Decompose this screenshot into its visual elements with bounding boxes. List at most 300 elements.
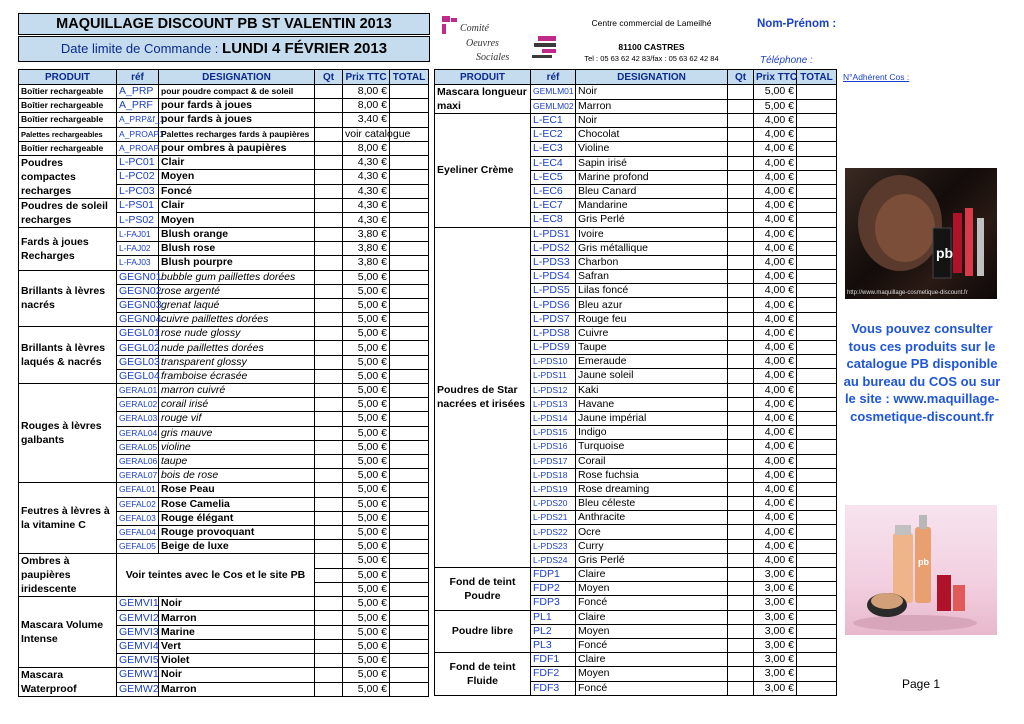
qty-input[interactable] [728, 241, 754, 255]
qty-input[interactable] [728, 270, 754, 284]
ref-cell: GEGL02 [117, 341, 159, 355]
price-cell: 5,00 € [754, 99, 797, 114]
qty-input[interactable] [728, 610, 754, 624]
total-cell [797, 610, 837, 624]
product-group: Poudres compactes recharges [19, 155, 117, 198]
price-cell: 4,00 € [754, 326, 797, 340]
info-text: Vous pouvez consulter tous ces produits sur le catalogue PB disponible au bureau du COS ou sur le site : www.maquillage-cosmetique-discount.fr [843, 321, 1001, 424]
qty-input[interactable] [728, 440, 754, 454]
ref-cell: A_PROAP [117, 141, 159, 155]
qty-input[interactable] [315, 113, 343, 127]
price-cell: 4,00 € [754, 426, 797, 440]
designation-cell: bubble gum paillettes dorées [159, 270, 315, 284]
price-cell: 3,00 € [754, 653, 797, 667]
qty-input[interactable] [315, 313, 343, 327]
price-cell: 4,00 € [754, 482, 797, 496]
address-line-1: Centre commercial de Lameilhé [591, 18, 712, 28]
total-cell [797, 85, 837, 100]
svg-text:pb: pb [936, 245, 954, 261]
qty-input[interactable] [728, 369, 754, 383]
ref-cell: L-PC02 [117, 170, 159, 184]
product-group: Fards à joues Recharges [19, 227, 117, 270]
logo-word-2: Oeuvres [466, 38, 499, 49]
total-cell [797, 227, 837, 241]
qty-input[interactable] [728, 383, 754, 397]
qty-input[interactable] [315, 270, 343, 284]
price-cell: 3,80 € [343, 227, 390, 241]
page-number: Page 1 [902, 677, 941, 691]
qty-input[interactable] [728, 128, 754, 142]
qty-input[interactable] [315, 227, 343, 241]
qty-input[interactable] [315, 384, 343, 398]
designation-cell: Kaki [576, 383, 728, 397]
product-group: Poudres de Star nacrées et irisées [435, 227, 531, 568]
total-cell [797, 170, 837, 184]
qty-input[interactable] [728, 553, 754, 567]
qty-input[interactable] [315, 213, 343, 228]
qty-input[interactable] [728, 184, 754, 198]
qty-input[interactable] [728, 582, 754, 596]
qty-input[interactable] [315, 682, 343, 697]
total-cell [797, 255, 837, 269]
price-cell: 4,00 € [754, 284, 797, 298]
price-cell: 8,00 € [343, 85, 390, 99]
qty-input[interactable] [315, 412, 343, 426]
designation-cell: Rouge feu [576, 312, 728, 326]
total-cell [797, 397, 837, 411]
total-cell [390, 483, 429, 497]
ref-cell: A_PROAP1 [117, 127, 159, 141]
ombres-note: Voir teintes avec le Cos et le site PB [117, 554, 315, 597]
price-cell: 5,00 € [343, 384, 390, 398]
designation-cell: Cuivre [576, 326, 728, 340]
qty-input[interactable] [315, 298, 343, 312]
qty-input[interactable] [315, 355, 343, 369]
price-cell: 5,00 € [343, 270, 390, 284]
qty-input[interactable] [315, 85, 343, 99]
designation-cell: Moyen [576, 582, 728, 596]
table-header [19, 70, 429, 85]
price-cell: 4,00 € [754, 128, 797, 142]
qty-input[interactable] [728, 99, 754, 114]
ref-cell: GERAL03 [117, 412, 159, 426]
qty-input[interactable] [728, 227, 754, 241]
qty-input[interactable] [728, 667, 754, 681]
designation-cell: Charbon [576, 255, 728, 269]
price-cell: 4,00 € [754, 497, 797, 511]
ref-cell: L-PDS1 [531, 227, 576, 241]
price-cell: 5,00 € [343, 327, 390, 341]
total-cell [797, 681, 837, 695]
products-photo [845, 505, 997, 635]
designation-cell: Marron [159, 611, 315, 625]
qty-input[interactable] [728, 596, 754, 610]
total-cell [797, 482, 837, 496]
designation-cell: Ivoire [576, 227, 728, 241]
designation-cell: Palettes recharges fards à paupières [159, 127, 315, 141]
right-order-table [434, 69, 837, 696]
price-cell: 5,00 € [343, 284, 390, 298]
qty-input[interactable] [728, 525, 754, 539]
col-qt: Qt [315, 70, 343, 85]
qty-input[interactable] [728, 638, 754, 652]
designation-cell: Foncé [159, 184, 315, 198]
price-cell: 4,00 € [754, 170, 797, 184]
designation-cell: Rose fuchsia [576, 468, 728, 482]
qty-input[interactable] [315, 198, 343, 213]
ref-cell: L-EC5 [531, 170, 576, 184]
qty-input[interactable] [315, 454, 343, 468]
ref-cell: GEGN01 [117, 270, 159, 284]
ref-cell: L-PDS4 [531, 270, 576, 284]
col-designation: DESIGNATION [576, 70, 728, 85]
price-cell: 5,00 € [343, 412, 390, 426]
product-name: Boîtier rechargeable [19, 85, 117, 99]
price-cell: 5,00 € [343, 511, 390, 525]
qty-input[interactable] [315, 597, 343, 611]
designation-cell: Claire [576, 610, 728, 624]
table-row [19, 85, 429, 99]
total-cell [390, 668, 429, 683]
qty-input[interactable] [728, 355, 754, 369]
qty-input[interactable] [728, 213, 754, 227]
qty-input[interactable] [728, 199, 754, 213]
qty-input[interactable] [315, 184, 343, 198]
designation-cell: Emeraude [576, 355, 728, 369]
qty-input[interactable] [315, 611, 343, 625]
qty-input[interactable] [315, 426, 343, 440]
total-cell [797, 99, 837, 114]
total-cell [797, 383, 837, 397]
designation-cell: violine [159, 440, 315, 454]
price-cell: 4,00 € [754, 397, 797, 411]
designation-cell: corail irisé [159, 398, 315, 412]
qty-input[interactable] [728, 142, 754, 156]
qty-input[interactable] [728, 497, 754, 511]
ref-cell: FDP1 [531, 568, 576, 582]
ref-cell: L-PDS7 [531, 312, 576, 326]
designation-cell: Clair [159, 155, 315, 169]
total-cell [390, 369, 429, 383]
qty-input[interactable] [728, 170, 754, 184]
total-cell [390, 440, 429, 454]
qty-input[interactable] [728, 397, 754, 411]
total-cell [390, 227, 429, 241]
price-cell: 4,00 € [754, 156, 797, 170]
product-group: Feutres à lèvres à la vitamine C [19, 483, 117, 554]
total-cell [797, 426, 837, 440]
qty-input[interactable] [728, 156, 754, 170]
price-cell: 3,00 € [754, 596, 797, 610]
table-row [19, 127, 429, 141]
qty-input[interactable] [315, 440, 343, 454]
table-row [19, 483, 429, 497]
ref-cell: L-PDS15 [531, 426, 576, 440]
total-cell [797, 213, 837, 227]
qty-input[interactable] [728, 482, 754, 496]
designation-cell: Sapin irisé [576, 156, 728, 170]
qty-input[interactable] [315, 127, 343, 141]
qty-input[interactable] [315, 568, 343, 582]
total-cell [390, 469, 429, 483]
ref-cell: GERAL01 [117, 384, 159, 398]
ref-cell: GEGL04 [117, 369, 159, 383]
total-cell [390, 355, 429, 369]
total-cell [797, 411, 837, 425]
qty-input[interactable] [315, 99, 343, 113]
designation-cell: Noir [576, 85, 728, 100]
total-cell [797, 525, 837, 539]
qty-input[interactable] [728, 568, 754, 582]
ref-cell: FDF2 [531, 667, 576, 681]
ref-cell: GEFAL03 [117, 511, 159, 525]
qty-input[interactable] [315, 639, 343, 653]
ref-cell: L-PDS17 [531, 454, 576, 468]
image1-caption: http://www.maquillage-cosmetique-discount.fr [847, 290, 968, 296]
total-cell [390, 170, 429, 184]
qty-input[interactable] [728, 326, 754, 340]
ref-cell: A_PRP&f_1 [117, 113, 159, 127]
col-designation: DESIGNATION [159, 70, 315, 85]
ref-cell: GEGN02 [117, 284, 159, 298]
qty-input[interactable] [315, 398, 343, 412]
price-cell: 3,00 € [754, 681, 797, 695]
product-group: Fond de teint Fluide [435, 653, 531, 696]
total-cell [390, 213, 429, 228]
qty-input[interactable] [315, 525, 343, 539]
price-cell: 4,00 € [754, 355, 797, 369]
price-cell: 3,00 € [754, 667, 797, 681]
designation-cell: Blush pourpre [159, 256, 315, 270]
qty-input[interactable] [315, 155, 343, 169]
ref-cell: PL1 [531, 610, 576, 624]
designation-cell: cuivre paillettes dorées [159, 313, 315, 327]
price-cell: 5,00 € [343, 568, 390, 582]
table-row [435, 114, 837, 128]
ref-cell: L-PDS20 [531, 497, 576, 511]
qty-input[interactable] [728, 114, 754, 128]
price-cell: 3,80 € [343, 256, 390, 270]
designation-cell: framboise écrasée [159, 369, 315, 383]
price-cell: 4,00 € [754, 369, 797, 383]
price-cell: 5,00 € [343, 554, 390, 568]
qty-input[interactable] [728, 312, 754, 326]
ref-cell: GEFAL04 [117, 525, 159, 539]
total-cell [797, 142, 837, 156]
total-cell [390, 270, 429, 284]
price-cell: 4,30 € [343, 170, 390, 184]
ref-cell: GEGL03 [117, 355, 159, 369]
product-name: Boîtier rechargeable [19, 99, 117, 113]
designation-cell: pour poudre compact & de soleil [159, 85, 315, 99]
qty-input[interactable] [728, 511, 754, 525]
ref-cell: L-PDS23 [531, 539, 576, 553]
product-group: Poudres de soleil recharges [19, 198, 117, 227]
ref-cell: GERAL04 [117, 426, 159, 440]
qty-input[interactable] [728, 681, 754, 695]
qty-input[interactable] [315, 554, 343, 568]
price-cell: 5,00 € [343, 426, 390, 440]
product-name: Boîtier rechargeable [19, 113, 117, 127]
total-cell [390, 184, 429, 198]
qty-input[interactable] [315, 511, 343, 525]
price-cell: 4,00 € [754, 312, 797, 326]
qty-input[interactable] [315, 654, 343, 668]
qty-input[interactable] [315, 582, 343, 596]
tel-label: Téléphone : [760, 55, 813, 66]
total-cell [390, 639, 429, 653]
qty-input[interactable] [315, 668, 343, 683]
total-cell [797, 156, 837, 170]
designation-cell: Indigo [576, 426, 728, 440]
ref-cell: A_PRP [117, 85, 159, 99]
address-block [576, 12, 727, 66]
ref-cell: L-PDS14 [531, 411, 576, 425]
qty-input[interactable] [315, 469, 343, 483]
qty-input[interactable] [315, 625, 343, 639]
qty-input[interactable] [728, 653, 754, 667]
total-cell [797, 454, 837, 468]
price-cell: 5,00 € [343, 668, 390, 683]
designation-cell: Noir [159, 597, 315, 611]
total-cell [390, 497, 429, 511]
price-cell: 4,00 € [754, 454, 797, 468]
designation-cell: Bleu azur [576, 298, 728, 312]
ref-cell: L-EC2 [531, 128, 576, 142]
total-cell [390, 341, 429, 355]
ref-cell: L-EC4 [531, 156, 576, 170]
designation-cell: Marine profond [576, 170, 728, 184]
qty-input[interactable] [315, 540, 343, 554]
qty-input[interactable] [728, 298, 754, 312]
total-cell [390, 284, 429, 298]
ref-cell: GEMVI3 [117, 625, 159, 639]
table-row [19, 384, 429, 398]
ref-cell: L-PDS3 [531, 255, 576, 269]
total-cell [390, 99, 429, 113]
total-cell [390, 113, 429, 127]
qty-input[interactable] [728, 426, 754, 440]
designation-cell: Claire [576, 653, 728, 667]
qty-input[interactable] [728, 411, 754, 425]
qty-input[interactable] [728, 468, 754, 482]
ref-cell: GEMVI2 [117, 611, 159, 625]
price-cell: 5,00 € [343, 341, 390, 355]
price-cell: 5,00 € [343, 313, 390, 327]
col-produit: PRODUIT [19, 70, 117, 85]
designation-cell: Foncé [576, 596, 728, 610]
total-cell [797, 270, 837, 284]
price-cell: 5,00 € [343, 369, 390, 383]
table-row [19, 327, 429, 341]
total-cell [797, 667, 837, 681]
price-cell: 5,00 € [343, 497, 390, 511]
ref-cell: GEMLM01 [531, 85, 576, 100]
designation-cell: Jaune soleil [576, 369, 728, 383]
qty-input[interactable] [728, 454, 754, 468]
price-cell: 4,00 € [754, 213, 797, 227]
qty-input[interactable] [315, 497, 343, 511]
qty-input[interactable] [315, 256, 343, 270]
qty-input[interactable] [728, 539, 754, 553]
ref-cell: GEMW1 [117, 668, 159, 683]
ref-cell: L-PC01 [117, 155, 159, 169]
qty-input[interactable] [315, 284, 343, 298]
table-row [19, 597, 429, 611]
designation-cell: Safran [576, 270, 728, 284]
ref-cell: GEMW2 [117, 682, 159, 697]
table-row [19, 198, 429, 213]
product-group: Mascara Volume Intense [19, 597, 117, 668]
total-cell [390, 327, 429, 341]
total-cell [797, 568, 837, 582]
designation-cell: Gris Perlé [576, 553, 728, 567]
col-prix: Prix TTC [343, 70, 390, 85]
qty-input[interactable] [315, 369, 343, 383]
price-cell: 5,00 € [343, 625, 390, 639]
designation-cell: gris mauve [159, 426, 315, 440]
ref-cell: L-FAJ03 [117, 256, 159, 270]
qty-input[interactable] [315, 170, 343, 184]
price-cell: 5,00 € [343, 525, 390, 539]
ref-cell: L-PS01 [117, 198, 159, 213]
deadline-bar [18, 36, 430, 62]
qty-input[interactable] [315, 341, 343, 355]
total-cell [390, 597, 429, 611]
ref-cell: GEMVI4 [117, 639, 159, 653]
qty-input[interactable] [728, 284, 754, 298]
ref-cell: L-EC6 [531, 184, 576, 198]
total-cell [797, 184, 837, 198]
table-row [19, 99, 429, 113]
designation-cell: transparent glossy [159, 355, 315, 369]
price-cell: 4,00 € [754, 199, 797, 213]
price-cell: 5,00 € [343, 440, 390, 454]
qty-input[interactable] [315, 327, 343, 341]
qty-input[interactable] [315, 141, 343, 155]
total-cell [390, 568, 429, 582]
qty-input[interactable] [728, 624, 754, 638]
ref-cell: L-PDS11 [531, 369, 576, 383]
designation-cell: nude paillettes dorées [159, 341, 315, 355]
ref-cell: GEFAL05 [117, 540, 159, 554]
price-cell: 5,00 € [343, 639, 390, 653]
adherent-label: N°Adhérent Cos : [843, 72, 910, 82]
price-cell: 4,00 € [754, 341, 797, 355]
ref-cell: GEGN03 [117, 298, 159, 312]
page-title: MAQUILLAGE DISCOUNT PB ST VALENTIN 2013 [18, 13, 430, 35]
product-group: Brillants à lèvres laqués & nacrés [19, 327, 117, 384]
price-cell: 4,30 € [343, 213, 390, 228]
qty-input[interactable] [728, 85, 754, 100]
designation-cell: pour ombres à paupières [159, 141, 315, 155]
qty-input[interactable] [315, 483, 343, 497]
designation-cell: pour fards à joues [159, 113, 315, 127]
qty-input[interactable] [728, 341, 754, 355]
price-cell: 5,00 € [343, 454, 390, 468]
product-group: Ombres à paupières iridescente [19, 554, 117, 597]
nom-label: Nom-Prénom : [757, 18, 837, 30]
col-ref: réf [531, 70, 576, 85]
designation-cell: Anthracite [576, 511, 728, 525]
address-line-3: Tel : 05 63 62 42 83/fax : 05 63 62 42 84 [584, 54, 719, 63]
total-cell [797, 355, 837, 369]
total-cell [797, 312, 837, 326]
qty-input[interactable] [315, 242, 343, 256]
qty-input[interactable] [728, 255, 754, 269]
designation-cell: Corail [576, 454, 728, 468]
designation-cell: Marron [159, 682, 315, 697]
